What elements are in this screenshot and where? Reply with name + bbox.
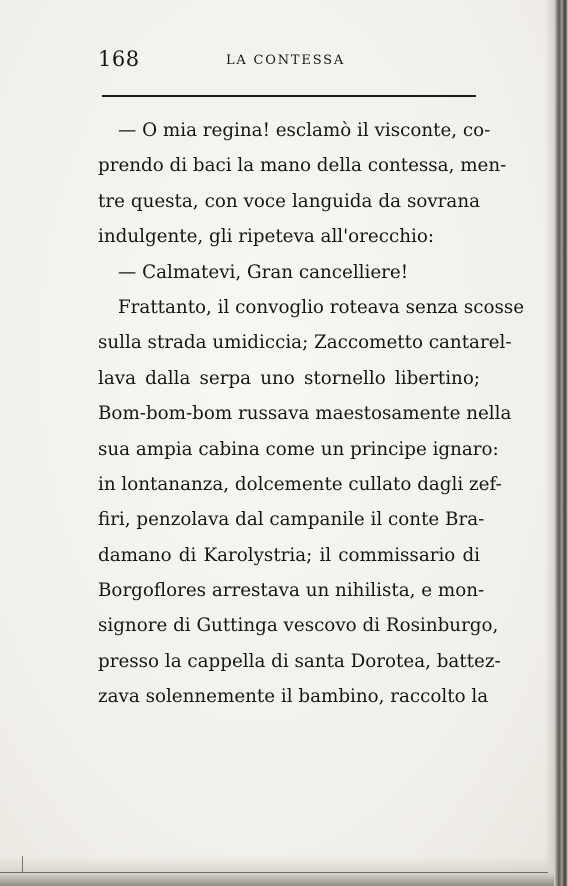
book-spine (554, 0, 568, 886)
text-line: firi, penzolava dal campanile il conte Bra- (98, 509, 485, 531)
body-text (98, 113, 525, 715)
text-line: presso la cappella di santa Dorotea, battez- (98, 650, 501, 672)
page-corner-mark (22, 856, 23, 872)
spine-shadow (544, 0, 554, 886)
text-line: in lontananza, dolcemente cullato dagli zef- (98, 473, 502, 495)
running-title: LA CONTESSA (226, 53, 346, 68)
page-bottom-edge (0, 856, 554, 886)
text-line: prendo di baci la mano della contessa, men- (98, 155, 507, 177)
text-line: signore di Guttinga vescovo di Rosinburgo, (98, 615, 499, 637)
text-line: sua ampia cabina come un principe ignaro: (98, 438, 499, 460)
running-header (98, 46, 476, 76)
text-line: lava dalla serpa uno stornello libertino; (98, 367, 480, 389)
page-bottom-line (0, 872, 548, 873)
text-line: damano di Karolystria; il commissario di (98, 544, 480, 566)
text-line: — O mia regina! esclamò il visconte, co- (118, 120, 491, 141)
text-line: — Calmatevi, Gran cancelliere! (118, 261, 409, 283)
text-line: indulgente, gli ripeteva all'orecchio: (98, 226, 434, 248)
text-line: Frattanto, il convoglio roteava senza scosse (118, 296, 525, 318)
text-line: Borgoflores arrestava un nihilista, e mon- (98, 580, 485, 602)
text-line: tre questa, con voce languida da sovrana (98, 190, 480, 212)
page-number: 168 (98, 47, 140, 71)
text-line: sulla strada umidiccia; Zaccometto cantarel- (98, 332, 512, 354)
header-rule (102, 95, 476, 97)
text-line: Bom-bom-bom russava maestosamente nella (98, 403, 512, 425)
text-line: zava solennemente il bambino, raccolto la (98, 686, 489, 708)
